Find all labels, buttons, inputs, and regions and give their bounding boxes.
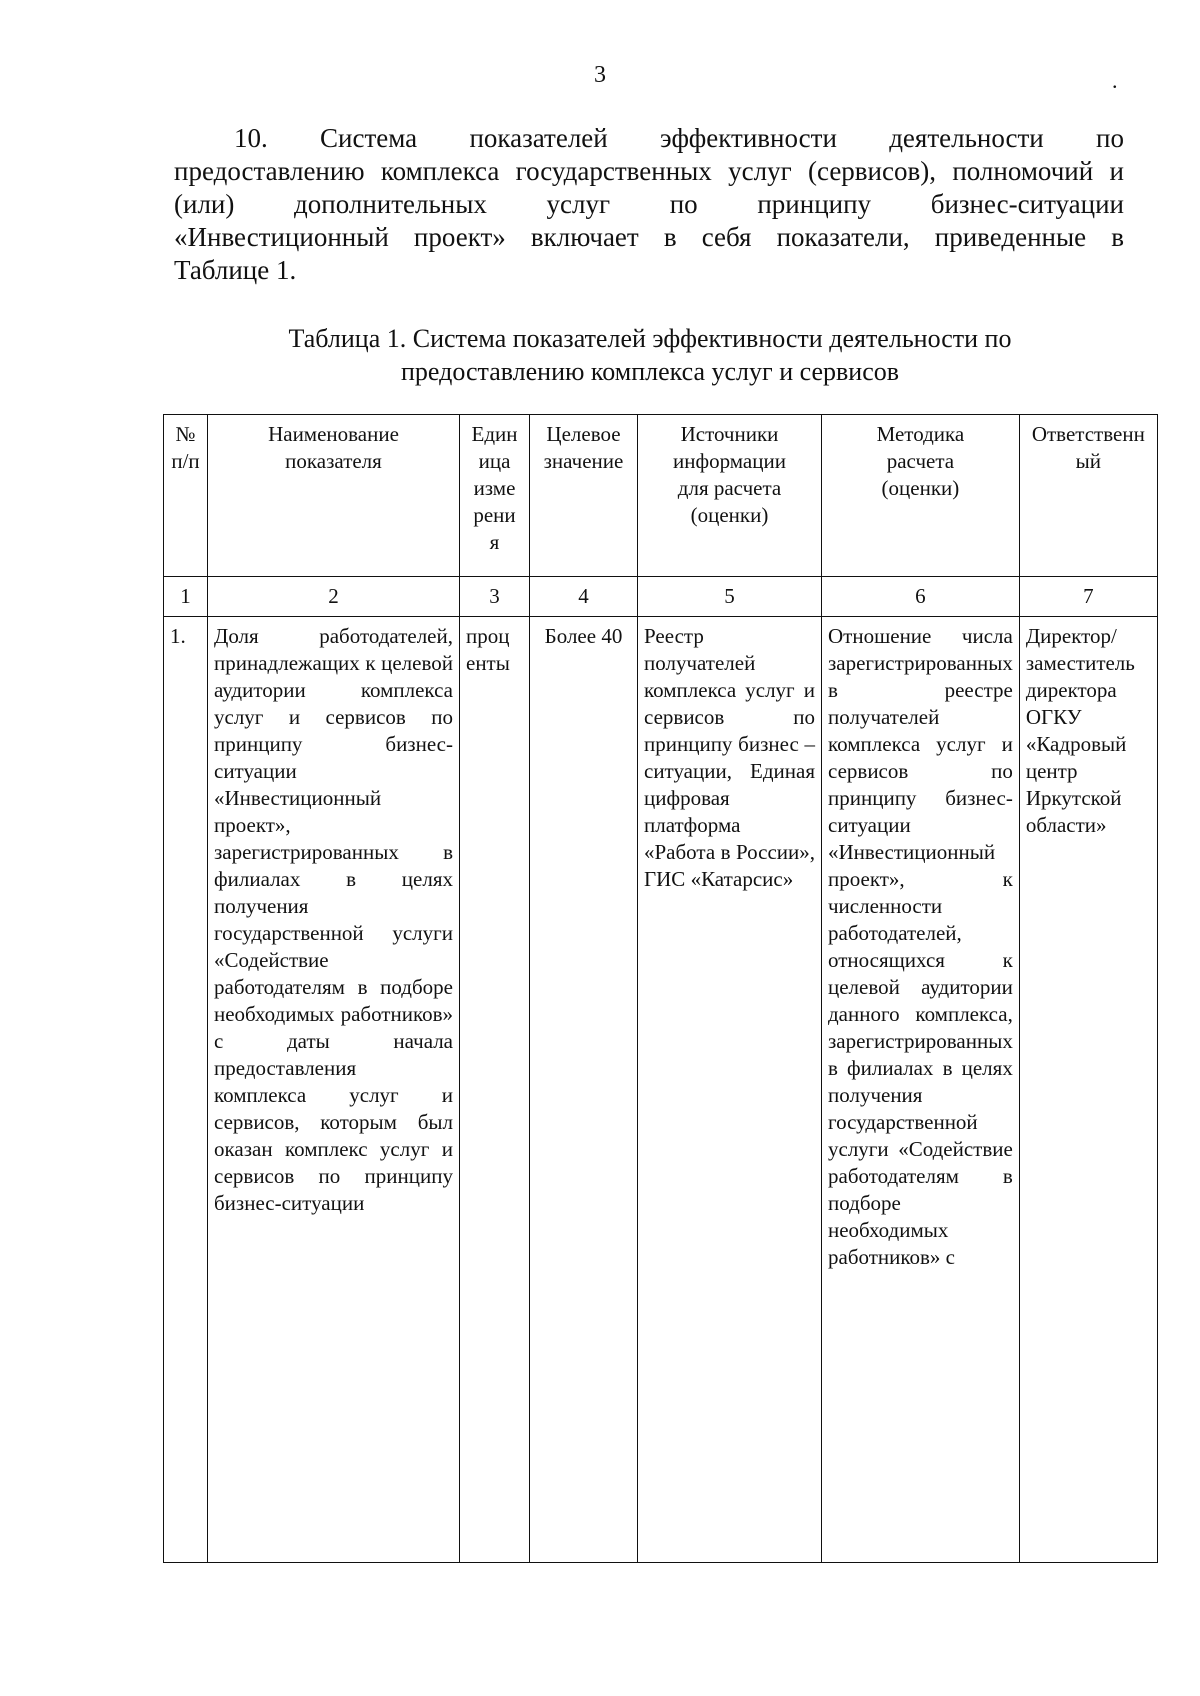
header-row [164,415,1158,577]
row-num: 1. [164,617,208,1563]
indicators-table [163,414,1158,1563]
intro-paragraph [174,122,1124,287]
index-cell: 6 [822,577,1020,617]
row-responsible: Директор/ заместитель директора ОГКУ «Кадровый центр Иркутской области» [1019,617,1157,1563]
index-cell: 2 [208,577,460,617]
caption-line-1: Таблица 1. Система показателей эффективности деятельности по [288,324,1012,353]
table-row [164,617,1158,1563]
header-unit: Един ица изме рени я [460,415,530,577]
table-caption [160,322,1140,388]
index-cell: 7 [1019,577,1157,617]
header-method: Методика расчета (оценки) [822,415,1020,577]
row-indicator-name: Доля работодателей, принадлежащих к целевой аудитории комплекса услуг и сервисов по принципу бизнес-ситуации «Инвестиционный проект», зарегистрированных в филиалах в целях получения государственной услуги «Содействие работодателям в подборе необходимых работников» с даты начала предоставления комплекса услуг и сервисов, которым был оказан комплекс услуг и сервисов по принципу бизнес-ситуации [208,617,460,1563]
row-target: Более 40 [530,617,638,1563]
index-cell: 5 [638,577,822,617]
index-cell: 3 [460,577,530,617]
header-num: № п/п [164,415,208,577]
row-sources: Реестр получателей комплекса услуг и сервисов по принципу бизнес – ситуации, Единая цифровая платформа «Работа в России», ГИС «Катарсис» [638,617,822,1563]
header-target: Целевое значение [530,415,638,577]
header-responsible: Ответственн ый [1019,415,1157,577]
paragraph-line-2: предоставлению комплекса государственных услуг (сервисов), полномочий и [174,156,1124,186]
index-cell: 4 [530,577,638,617]
paragraph-line-5: Таблице 1. [174,255,297,285]
paragraph-line-1: 10. Система показателей эффективности деятельности по [234,123,1124,153]
index-cell: 1 [164,577,208,617]
paragraph-line-3: (или) дополнительных услуг по принципу бизнес-ситуации [174,189,1124,219]
page-number: 3 [594,62,606,88]
page-mark: . [1112,68,1118,93]
header-sources: Источники информации для расчета (оценки) [638,415,822,577]
row-unit: проц енты [460,617,530,1563]
row-method: Отношение числа зарегистрированных в реестре получателей комплекса услуг и сервисов по принципу бизнес-ситуации «Инвестиционный проект», к численности работодателей, относящихся к целевой аудитории данного комплекса, зарегистрированных в филиалах в целях получения государственной услуги «Содействие работодателям в подборе необходимых работников» с [822,617,1020,1563]
caption-line-2: предоставлению комплекса услуг и сервисов [400,357,900,386]
paragraph-line-4: «Инвестиционный проект» включает в себя показатели, приведенные в [174,222,1124,252]
header-name: Наименование показателя [208,415,460,577]
index-row [164,577,1158,617]
